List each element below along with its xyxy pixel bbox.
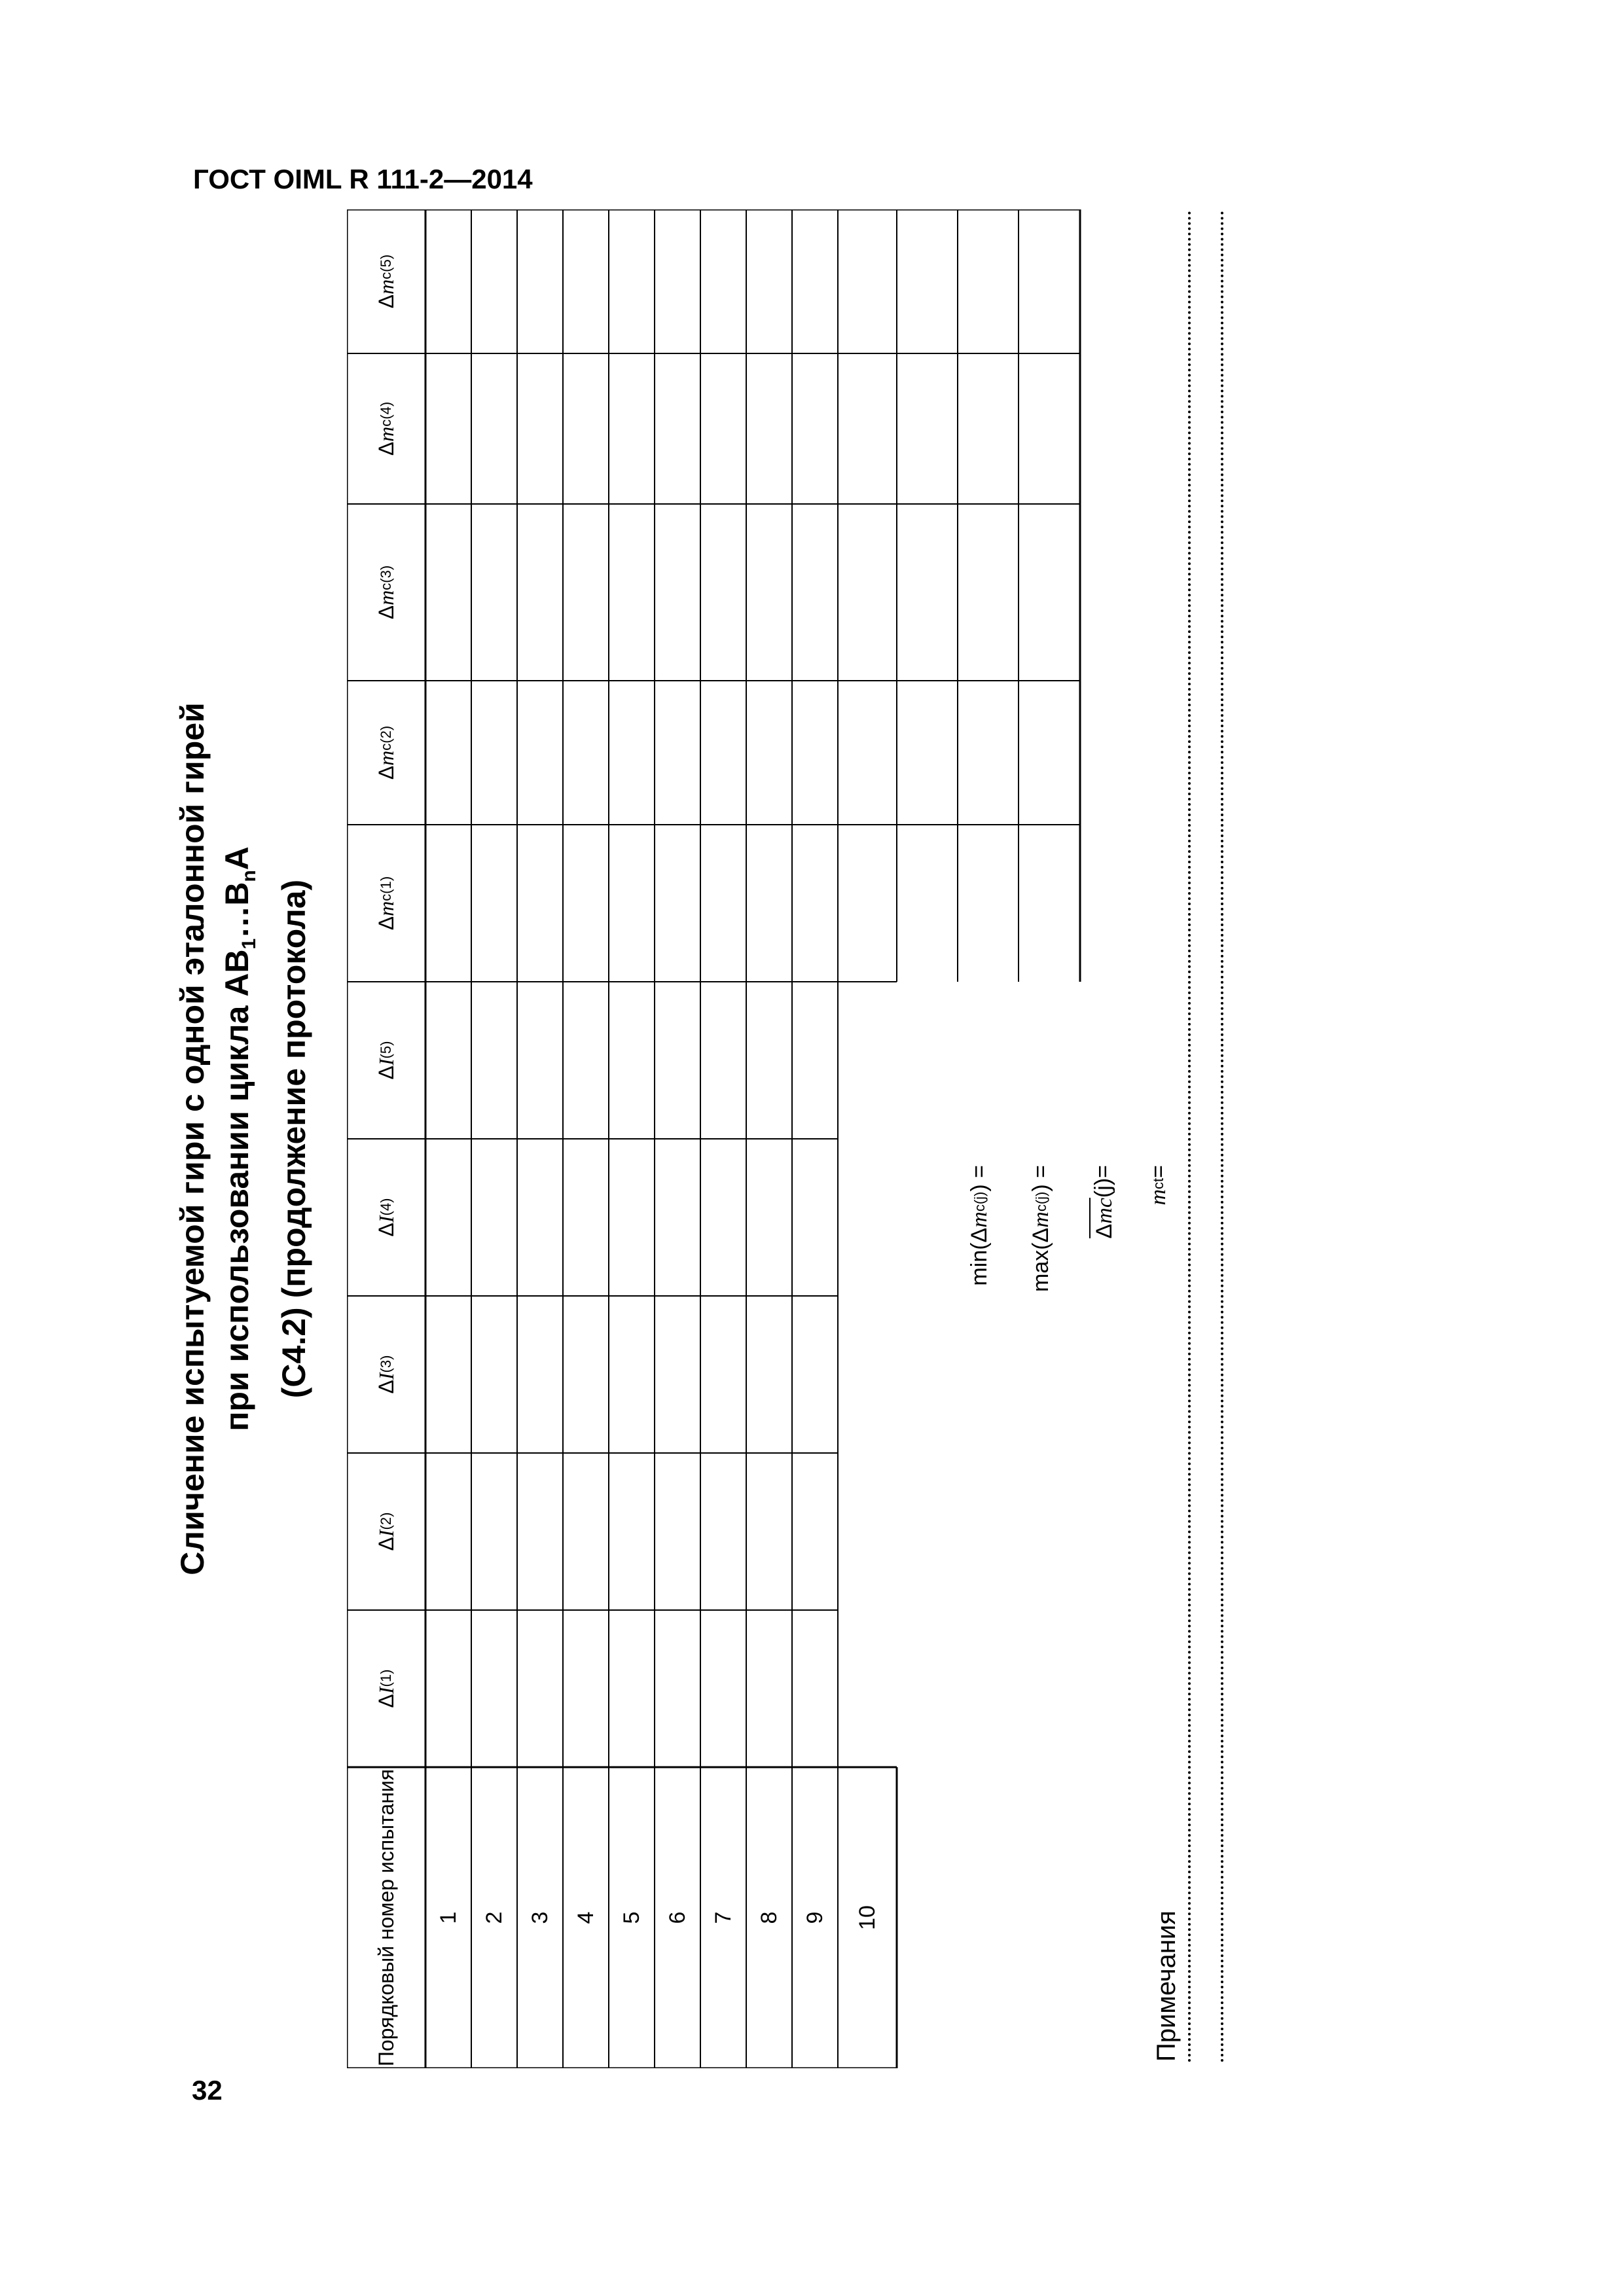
- header-delta-I: Δ I (1): [374, 1669, 398, 1708]
- notes-line-2: [1221, 209, 1223, 2062]
- header-delta-I: Δ I (5): [374, 1041, 398, 1080]
- row-number: 5: [619, 1911, 644, 1924]
- standard-header: ГОСТ OIML R 111-2—2014: [193, 164, 533, 194]
- formula-min: min(Δ m c(j) ) =: [967, 1165, 992, 1286]
- row-number: 10: [854, 1905, 880, 1930]
- formula-mct: m ct =: [1146, 1165, 1171, 1206]
- header-delta-mc: Δ m c(3): [374, 565, 398, 620]
- row-number: 7: [710, 1911, 736, 1924]
- header-delta-I: Δ I (4): [374, 1198, 398, 1237]
- header-delta-mc: Δ m c(2): [374, 725, 398, 780]
- row-number: 9: [802, 1911, 827, 1924]
- row-number: 8: [756, 1911, 782, 1924]
- header-delta-mc: Δ m c(4): [374, 401, 398, 456]
- formula-max: max(Δ m c(j) ) =: [1028, 1165, 1053, 1292]
- header-delta-mc: Δ m c(1): [374, 876, 398, 931]
- page-number: 32: [192, 2075, 223, 2106]
- header-delta-mc: Δ m c(5): [374, 254, 398, 309]
- title-line-3: (C4.2) (продолжение протокола): [276, 879, 312, 1399]
- protocol-title: [170, 209, 316, 2068]
- title-line-1: Сличение испытуемой гири с одной эталонной гирей: [174, 702, 211, 1575]
- row-number: 4: [573, 1911, 598, 1924]
- title-line-2: при использовании цикла $AB_1\dots B_nA$: [219, 846, 260, 1431]
- row-number: 3: [527, 1911, 552, 1924]
- measurement-table: [347, 209, 1116, 2068]
- notes-line-1: [1188, 209, 1191, 2062]
- row-number: 1: [435, 1911, 461, 1924]
- header-delta-I: Δ I (2): [374, 1512, 398, 1551]
- formula-mean: Δmc (j) =: [1091, 1165, 1117, 1239]
- rotated-content: [170, 209, 1283, 2068]
- header-trial-number: Порядковый номер испытания: [374, 1768, 398, 2067]
- row-number: 2: [481, 1911, 507, 1924]
- header-delta-I: Δ I (3): [374, 1355, 398, 1394]
- row-number: 6: [664, 1911, 690, 1924]
- notes-label: Примечания: [1152, 1910, 1181, 2062]
